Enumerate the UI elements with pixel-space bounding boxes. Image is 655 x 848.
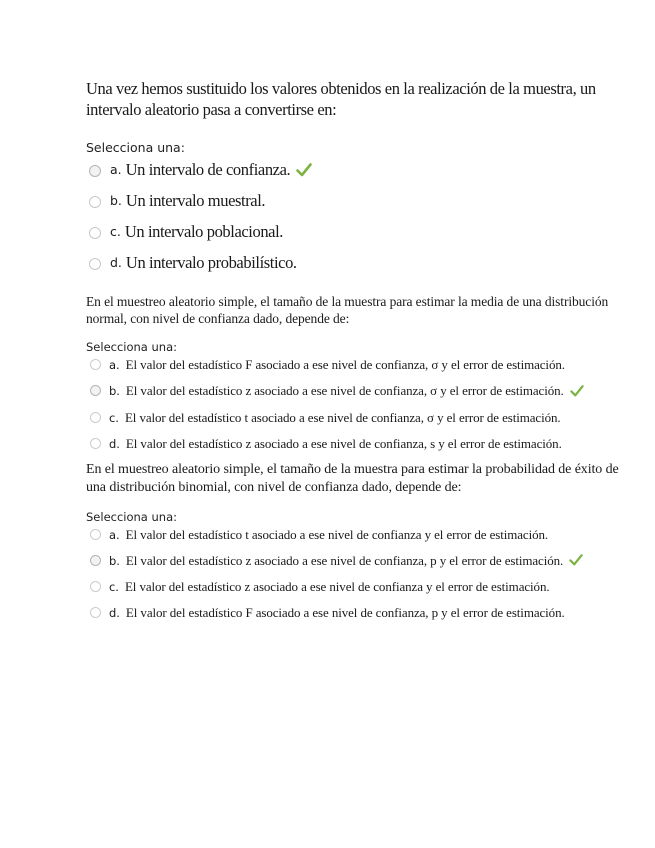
option-text: El valor del estadístico z asociado a ese nivel de confianza y el error de estimación. bbox=[124, 579, 550, 595]
option-letter: c. bbox=[110, 224, 121, 239]
radio-button[interactable] bbox=[90, 412, 101, 423]
question-2 bbox=[86, 293, 631, 453]
option-letter: a. bbox=[109, 358, 120, 372]
option-letter: d. bbox=[110, 255, 122, 270]
option-letter: a. bbox=[110, 162, 122, 177]
option-text: Un intervalo probabilístico. bbox=[125, 253, 297, 272]
question-2-option-b[interactable] bbox=[86, 382, 631, 401]
radio-button[interactable] bbox=[90, 359, 101, 370]
option-text: El valor del estadístico z asociado a ese nivel de confianza, s y el error de estimación. bbox=[125, 435, 562, 451]
question-3-option-a[interactable] bbox=[86, 526, 631, 544]
question-2-option-d[interactable] bbox=[86, 435, 631, 453]
question-1-option-b[interactable] bbox=[86, 190, 631, 221]
question-3-option-d[interactable] bbox=[86, 604, 631, 622]
question-3-prompt: Selecciona una: bbox=[86, 509, 178, 524]
question-1-option-d[interactable] bbox=[86, 252, 631, 283]
option-text: Un intervalo de confianza. bbox=[126, 159, 313, 182]
radio-button[interactable] bbox=[89, 258, 101, 270]
question-1 bbox=[86, 78, 631, 283]
question-3-option-c[interactable] bbox=[86, 578, 631, 596]
option-text: El valor del estadístico z asociado a ese nivel de confianza, p y el error de estimación. bbox=[125, 552, 564, 568]
checkmark-icon bbox=[296, 161, 312, 182]
checkmark-icon bbox=[570, 384, 584, 401]
option-letter: b. bbox=[109, 553, 120, 568]
question-2-option-a[interactable] bbox=[86, 356, 631, 374]
option-text: El valor del estadístico F asociado a ese nivel de confianza, σ y el error de estimación. bbox=[125, 357, 565, 372]
question-3 bbox=[86, 461, 631, 623]
option-text: Un intervalo poblacional. bbox=[124, 222, 284, 241]
radio-button[interactable] bbox=[89, 196, 101, 208]
option-text: Un intervalo muestral. bbox=[125, 191, 266, 210]
radio-button-selected[interactable] bbox=[90, 555, 101, 566]
option-text: El valor del estadístico z asociado a ese nivel de confianza, σ y el error de estimación. bbox=[125, 383, 564, 398]
quiz-review-page bbox=[86, 78, 631, 630]
radio-button[interactable] bbox=[90, 529, 101, 540]
option-letter: a. bbox=[109, 527, 120, 542]
radio-button[interactable] bbox=[90, 581, 101, 592]
option-text: El valor del estadístico t asociado a ese nivel de confianza, σ y el error de estimación. bbox=[124, 409, 561, 425]
radio-button[interactable] bbox=[89, 227, 101, 239]
option-text: El valor del estadístico t asociado a ese nivel de confianza y el error de estimación. bbox=[125, 526, 549, 542]
question-3-option-b[interactable] bbox=[86, 552, 631, 571]
checkmark-icon bbox=[569, 553, 583, 570]
radio-button[interactable] bbox=[90, 607, 101, 618]
question-2-prompt: Selecciona una: bbox=[86, 340, 178, 354]
question-2-text: En el muestreo aleatorio simple, el tamaño de la muestra para estimar la media de una distribución normal, con nivel de confianza dado, depende de: bbox=[86, 294, 609, 326]
question-1-prompt: Selecciona una: bbox=[86, 140, 185, 155]
question-1-text: Una vez hemos sustituido los valores obtenidos en la realización de la muestra, un intervalo aleatorio pasa a convertirse en: bbox=[86, 79, 596, 119]
option-letter: b. bbox=[109, 384, 120, 398]
radio-button[interactable] bbox=[90, 438, 101, 449]
option-text: El valor del estadístico F asociado a ese nivel de confianza, p y el error de estimación. bbox=[125, 605, 565, 621]
option-letter: c. bbox=[109, 580, 119, 595]
question-2-option-c[interactable] bbox=[86, 409, 631, 427]
radio-button-selected[interactable] bbox=[90, 385, 101, 396]
option-letter: b. bbox=[110, 193, 122, 208]
option-letter: d. bbox=[109, 606, 120, 621]
radio-button-selected[interactable] bbox=[89, 165, 101, 177]
option-letter: c. bbox=[109, 410, 119, 425]
question-1-option-c[interactable] bbox=[86, 221, 631, 252]
option-letter: d. bbox=[109, 436, 120, 451]
question-1-option-a[interactable] bbox=[86, 159, 631, 190]
question-3-text: En el muestreo aleatorio simple, el tamaño de la muestra para estimar la probabilidad de éxito de una distribución binomial, con nivel de confianza dado, depende de: bbox=[86, 461, 619, 495]
